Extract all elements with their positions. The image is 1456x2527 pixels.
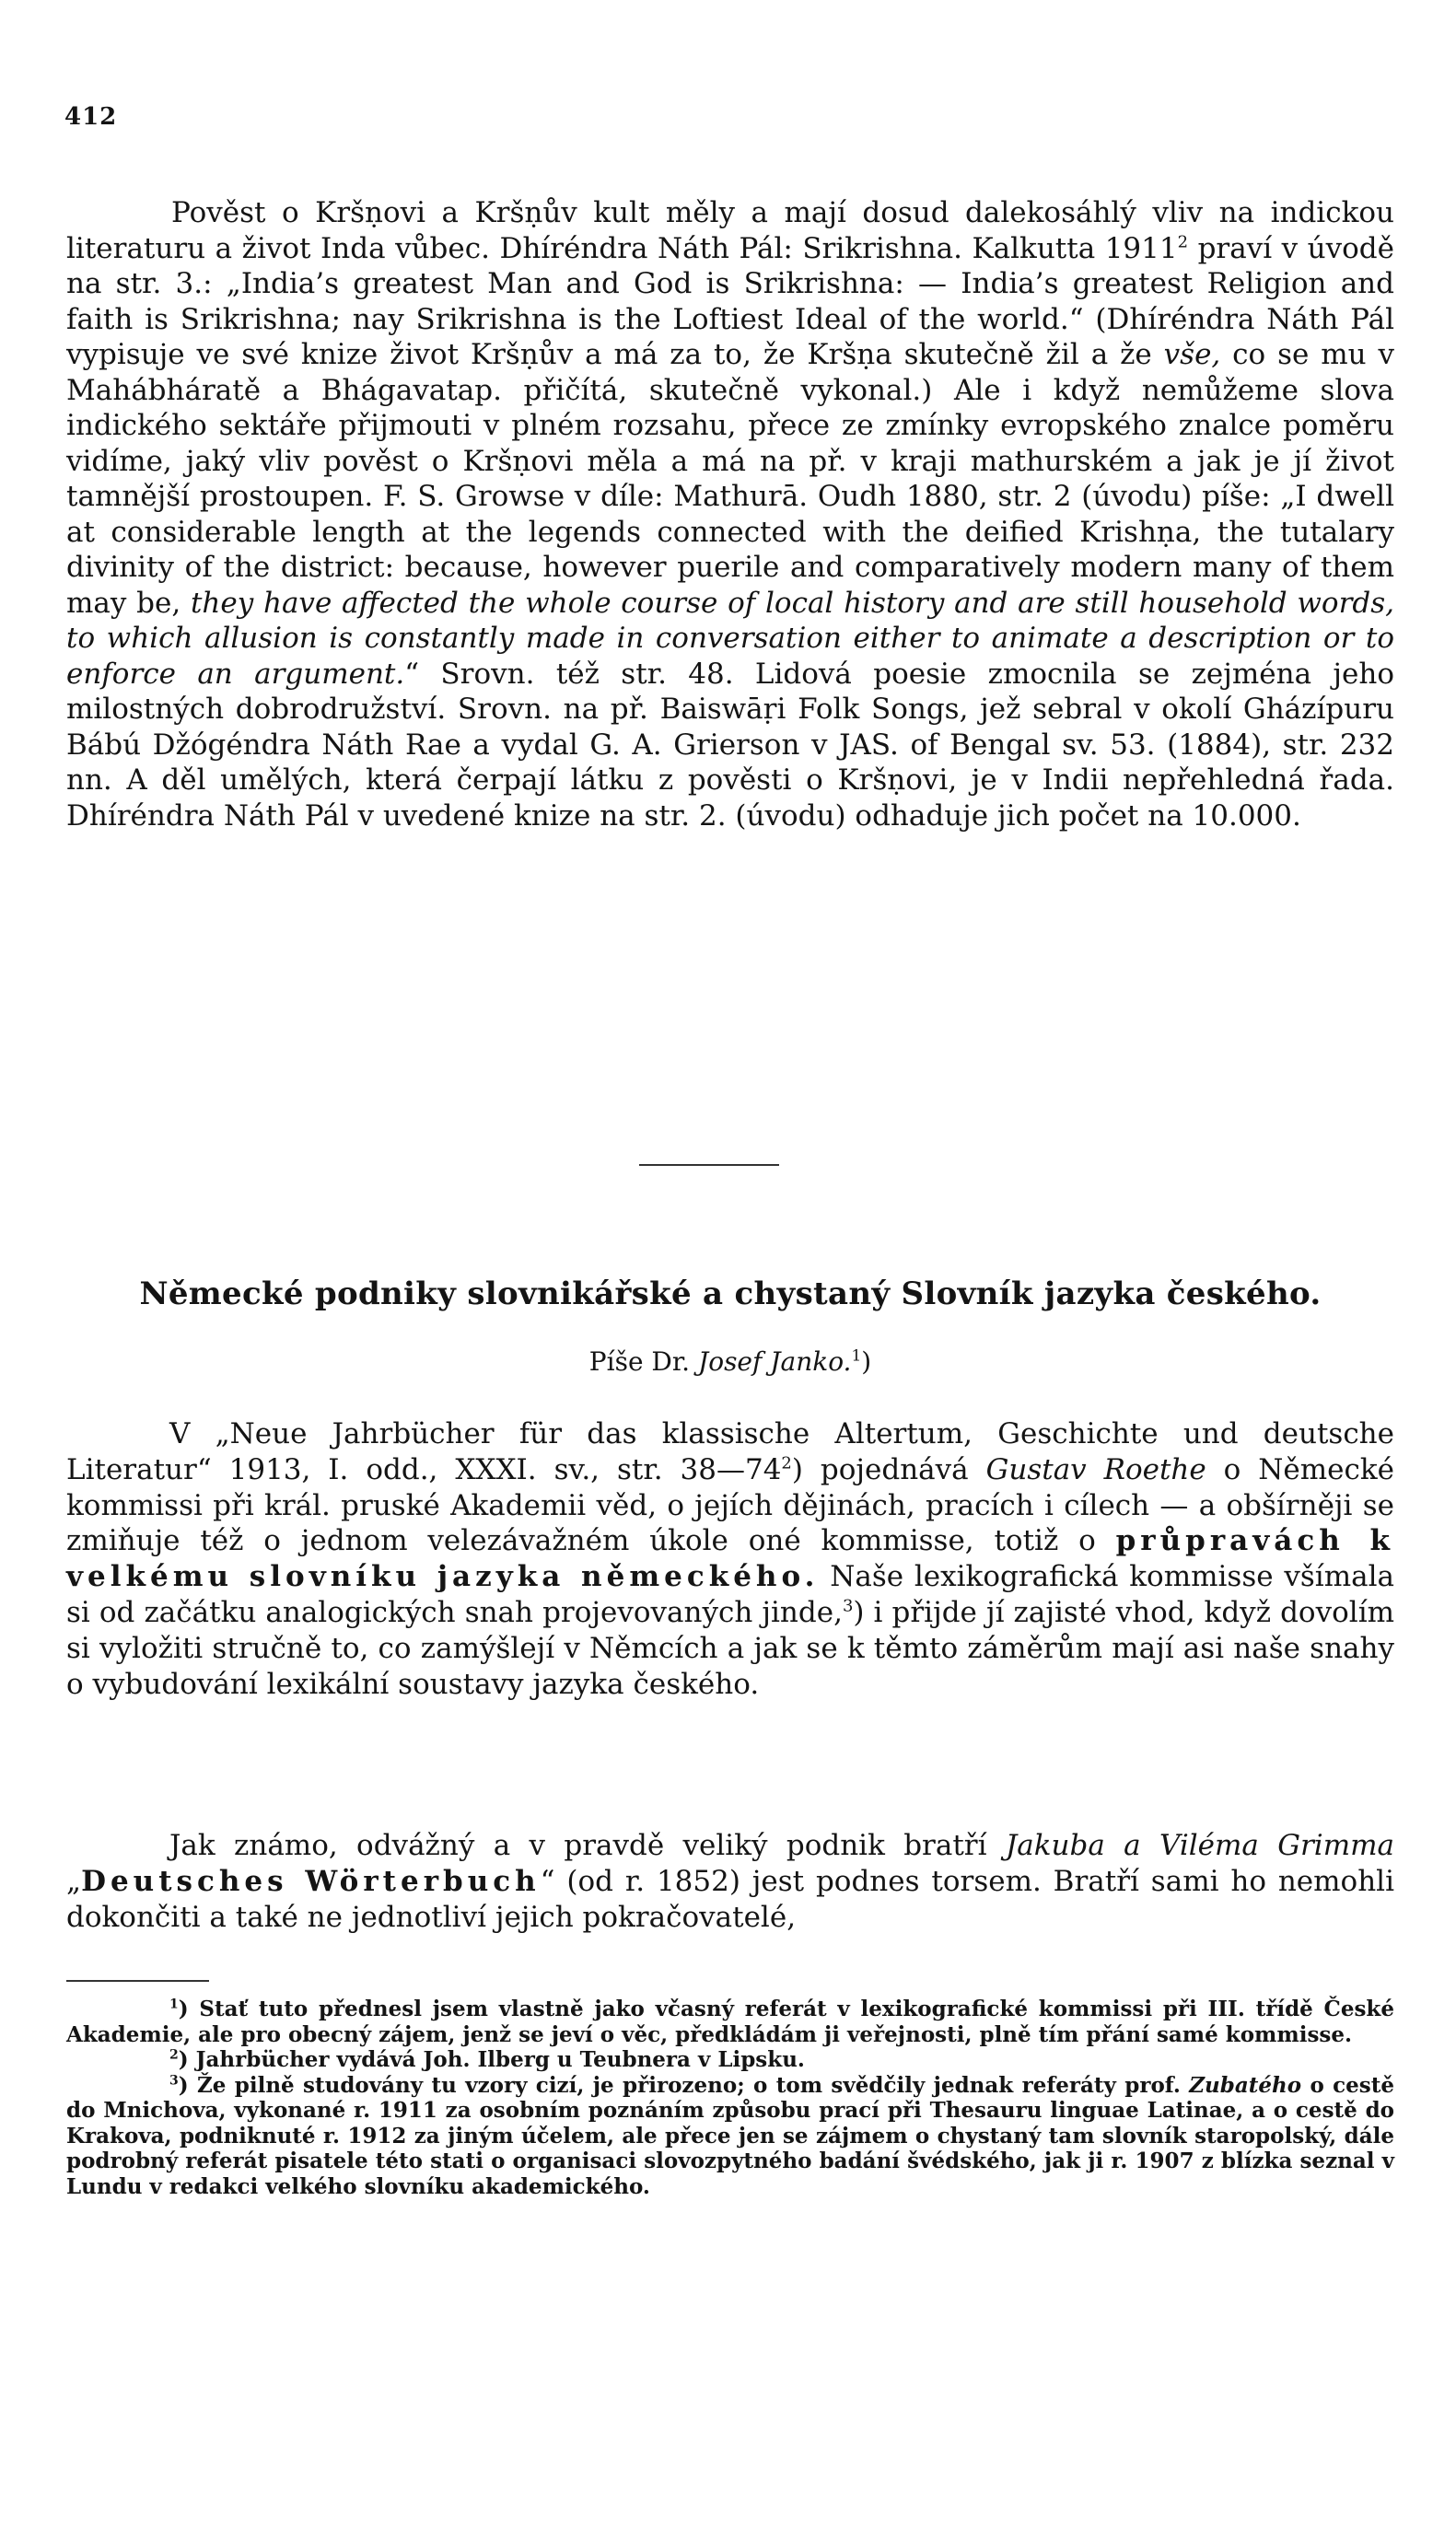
- footnote-3-text-2: o cestě do Mnichova, vykonané r. 1911 za osobním poznáním způsobu prací při Thesauru linguae Latinae, a o cestě do Krakova, podniknuté r. 1912 za jiným účelem, ale přece jen se zájmem o chystaný tam slovník staropolský, dále podrobný referát pisatele této stati o organisaci slovozpytného badání švédského, jak ji r. 1907 z blízka seznal v Lundu v redakci velkého slovníku akademického.: [66, 2072, 1394, 2199]
- grimm-text-2: „: [66, 1864, 82, 1898]
- krishna-paragraph: [66, 195, 1394, 833]
- intro-spaced-text: průpravách k velkému slovníku jazyka německého.: [66, 1524, 1394, 1594]
- krishna-text-3: co se mu v Mahábháratě a Bhágavatap. přičítá, skutečně vykonal.) Ale i když nemůžeme slova indického sektáře přijmouti v plném rozsahu, přece ze zmínky evropského znalce poměru vidíme, jaký vliv pověst o Kršṇovi měla a má na př. v kraji mathurském a jak je jí život tamnější prostoupen. F. S. Growse v díle: Mathurā. Oudh 1880, str. 2 (úvodu) píše: „I dwell at considerable length at the legends connected with the deified Krishṇa, the tutalary divinity of the district: because, however puerile and comparatively modern many of them may be,: [66, 338, 1394, 620]
- article-byline: [66, 1346, 1394, 1377]
- krishna-text-2: praví v úvodě na str. 3.: „India’s greatest Man and God is Srikrishna: — India’s greatest Religion and faith is Srikrishna; nay Srikrishna is the Loftiest Ideal of the world.“ (Dhíréndra Náth Pál vypisuje ve své knize život Kršṇův a má za to, že Kršṇa skutečně žil a že: [66, 231, 1395, 371]
- footnote-rule: [66, 1980, 209, 1982]
- krishna-text-4: “ Srovn. též str. 48. Lidová poesie zmocnila se zejména jeho milostných dobrodružství. Srovn. na př. Baiswāṛi Folk Songs, jež sebral v okolí Gházípuru Bábú Džógéndra Náth Rae a vydal G. A. Grierson v JAS. of Bengal sv. 53. (1884), str. 232 nn. A děl umělých, která čerpají látku z pověsti o Kršṇovi, je v Indii nepřehledná řada. Dhíréndra Náth Pál v uvedené knize na str. 2. (úvodu) odhaduje jich počet na 10.000.: [66, 657, 1394, 833]
- intro-sup-1: 2: [781, 1453, 792, 1473]
- intro-text-1: V „Neue Jahrbücher für das klassische Altertum, Geschichte und deutsche Literatur“ 1913, I. odd., XXXI. sv., str. 38—74: [66, 1417, 1394, 1486]
- footnote-1-number: 1: [169, 1997, 179, 2012]
- byline-author: Josef Janko.: [697, 1346, 852, 1377]
- intro-text-5: ) i přijde jí zajisté vhod, když dovolím si vyložiti stručně to, co zamýšlejí v Němcích a jak se k těmto záměrům mají asi naše snahy o vybudování lexikální soustavy jazyka českého.: [66, 1595, 1394, 1701]
- intro-text-3: o Německé kommissi při král. pruské Akademii věd, o jejích dějinách, pracích i cílech — a obšírněji se zmiňuje též o jednom velezávažném úkole oné kommisse, totiž o: [66, 1452, 1394, 1558]
- article-title: Německé podniky slovnikářské a chystaný Slovník jazyka českého.: [139, 1275, 1322, 1312]
- krishna-emphasis-1: vše,: [1163, 338, 1221, 371]
- byline-prefix: Píše Dr.: [588, 1346, 698, 1377]
- footnote-2: [66, 2047, 1394, 2073]
- intro-emphasis-roethe: Gustav Roethe: [985, 1452, 1206, 1486]
- footnote-1: [66, 1997, 1394, 2047]
- page-number: 412: [64, 103, 118, 131]
- grimm-paragraph: [66, 1828, 1394, 1935]
- footnote-3: [66, 2073, 1394, 2200]
- krishna-sup: 2: [1177, 232, 1189, 252]
- intro-text-2: ) pojednává: [791, 1452, 986, 1486]
- byline-sup: 1: [851, 1346, 862, 1366]
- krishna-text-1: Pověst o Kršṇovi a Kršṇův kult měly a mají dosud dalekosáhlý vliv na indickou literaturu a život Inda vůbec. Dhíréndra Náth Pál: Srikrishna. Kalkutta 1911: [66, 196, 1394, 265]
- intro-paragraph: [66, 1416, 1394, 1702]
- intro-sup-2: 3: [842, 1596, 854, 1616]
- grimm-spaced-title: Deutsches Wörterbuch: [81, 1864, 541, 1898]
- footnote-2-text: ) Jahrbücher vydává Joh. Ilberg u Teubnera v Lipsku.: [178, 2047, 805, 2072]
- footnote-3-number: 3: [169, 2072, 179, 2088]
- footnotes: [66, 1997, 1394, 2199]
- intro-text-4: Naše lexikografická kommisse všímala si od začátku analogických snah projevovaných jinde,: [66, 1560, 1394, 1629]
- krishna-quote-emphasis: they have affected the whole course of local history and are still household words, to which allusion is constantly made in conversation either to animate a description or to enforce an argument.: [66, 586, 1394, 691]
- grimm-emphasis: Jakuba a Viléma Grimma: [1005, 1829, 1394, 1862]
- footnote-3-text-1: ) Že pilně studovány tu vzory cizí, je přirozeno; o tom svědčily jednak referáty prof.: [178, 2072, 1190, 2098]
- section-divider: [639, 1164, 779, 1166]
- byline-suffix: ): [861, 1346, 872, 1377]
- grimm-text-1: Jak známo, odvážný a v pravdě veliký podnik bratří: [169, 1829, 1006, 1862]
- footnote-3-emphasis: Zubatého: [1189, 2072, 1302, 2098]
- footnote-1-text: ) Stať tuto přednesl jsem vlastně jako včasný referát v lexikografické kommissi při III. třídě České Akademie, ale pro obecný zájem, jenž se jeví o věc, předkládám ji veřejnosti, plně tím přání samé kommisse.: [66, 1997, 1394, 2047]
- footnote-2-number: 2: [169, 2047, 179, 2063]
- grimm-text-3: “ (od r. 1852) jest podnes torsem. Bratří sami ho nemohli dokončiti a také ne jednotliví jejich pokračovatelé,: [66, 1864, 1394, 1934]
